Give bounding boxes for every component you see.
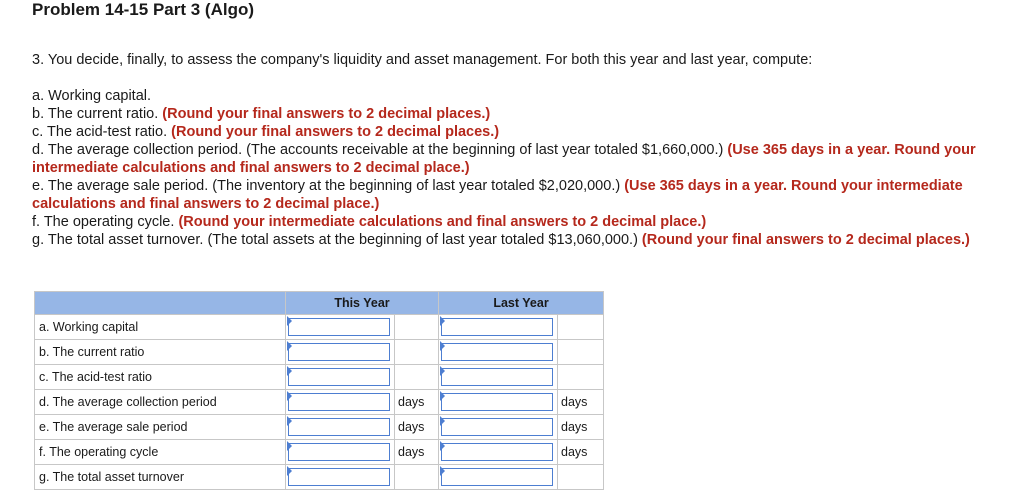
field-marker-icon — [287, 441, 292, 451]
field-marker-icon — [440, 416, 445, 426]
this-year-unit — [395, 365, 439, 390]
part-e-note: (Use 365 days in a year. Round your intermediate calculations and final answers to 2 decimal place.) — [32, 178, 963, 212]
part-d-note: (Use 365 days in a year. Round your intermediate calculations and final answers to 2 decimal place.) — [32, 142, 976, 176]
part-g — [32, 231, 992, 249]
row-label: c. The acid-test ratio — [35, 365, 286, 390]
row-label: g. The total asset turnover — [35, 465, 286, 490]
field-marker-icon — [287, 316, 292, 326]
last-year-unit: days — [558, 440, 604, 465]
last-year-input[interactable] — [441, 393, 553, 411]
part-e-text: e. The average sale period. (The inventory at the beginning of last year totaled $2,020,000.) — [32, 178, 625, 194]
this-year-unit — [395, 465, 439, 490]
last-year-cell — [439, 465, 558, 490]
table-row — [35, 440, 604, 465]
this-year-cell — [286, 315, 395, 340]
answer-table — [34, 291, 604, 490]
part-a-text: a. Working capital. — [32, 88, 152, 104]
part-c-text: c. The acid-test ratio. — [32, 124, 172, 140]
part-b-text: b. The current ratio. — [32, 106, 163, 122]
part-b — [32, 105, 992, 123]
last-year-cell — [439, 440, 558, 465]
last-year-unit — [558, 365, 604, 390]
part-f-note: (Round your intermediate calculations and final answers to 2 decimal place.) — [178, 214, 707, 230]
this-year-input[interactable] — [288, 318, 390, 336]
this-year-unit: days — [395, 415, 439, 440]
table-row — [35, 340, 604, 365]
this-year-cell — [286, 415, 395, 440]
this-year-unit: days — [395, 390, 439, 415]
this-year-input[interactable] — [288, 343, 390, 361]
field-marker-icon — [440, 366, 445, 376]
field-marker-icon — [287, 416, 292, 426]
part-b-note: (Round your final answers to 2 decimal places.) — [162, 106, 491, 122]
field-marker-icon — [440, 441, 445, 451]
field-marker-icon — [287, 341, 292, 351]
this-year-input[interactable] — [288, 443, 390, 461]
last-year-unit — [558, 465, 604, 490]
field-marker-icon — [440, 391, 445, 401]
this-year-input[interactable] — [288, 368, 390, 386]
last-year-input[interactable] — [441, 368, 553, 386]
instructions-intro: 3. You decide, finally, to assess the company's liquidity and asset management. For both this year and last year, compute: — [32, 52, 813, 68]
last-year-cell — [439, 315, 558, 340]
last-year-unit — [558, 315, 604, 340]
this-year-input[interactable] — [288, 418, 390, 436]
header-this-year: This Year — [286, 292, 439, 315]
this-year-cell — [286, 365, 395, 390]
row-label: e. The average sale period — [35, 415, 286, 440]
table-row — [35, 315, 604, 340]
row-label: b. The current ratio — [35, 340, 286, 365]
row-label: f. The operating cycle — [35, 440, 286, 465]
last-year-unit: days — [558, 390, 604, 415]
this-year-input[interactable] — [288, 468, 390, 486]
row-label: a. Working capital — [35, 315, 286, 340]
part-d-text: d. The average collection period. (The accounts receivable at the beginning of last year totaled $1,660,000.) — [32, 142, 728, 158]
last-year-unit — [558, 340, 604, 365]
field-marker-icon — [440, 341, 445, 351]
table-row — [35, 465, 604, 490]
this-year-cell — [286, 440, 395, 465]
last-year-input[interactable] — [441, 468, 553, 486]
this-year-cell — [286, 340, 395, 365]
problem-title: Problem 14-15 Part 3 (Algo) — [32, 0, 255, 19]
part-c-note: (Round your final answers to 2 decimal places.) — [171, 124, 500, 140]
table-row — [35, 415, 604, 440]
header-blank-cell — [35, 292, 286, 315]
last-year-input[interactable] — [441, 318, 553, 336]
field-marker-icon — [287, 466, 292, 476]
last-year-input[interactable] — [441, 343, 553, 361]
row-label: d. The average collection period — [35, 390, 286, 415]
header-last-year: Last Year — [439, 292, 604, 315]
last-year-input[interactable] — [441, 418, 553, 436]
last-year-cell — [439, 390, 558, 415]
table-row — [35, 390, 604, 415]
last-year-cell — [439, 415, 558, 440]
field-marker-icon — [440, 316, 445, 326]
field-marker-icon — [287, 391, 292, 401]
part-g-text: g. The total asset turnover. (The total assets at the beginning of last year totaled $13,060,000.) — [32, 232, 642, 248]
this-year-input[interactable] — [288, 393, 390, 411]
last-year-cell — [439, 365, 558, 390]
this-year-unit: days — [395, 440, 439, 465]
part-g-note: (Round your final answers to 2 decimal places.) — [641, 232, 970, 248]
table-header-row — [35, 292, 604, 315]
this-year-cell — [286, 390, 395, 415]
field-marker-icon — [287, 366, 292, 376]
part-f — [32, 213, 992, 231]
part-c — [32, 123, 992, 141]
table-row — [35, 365, 604, 390]
part-d — [32, 141, 992, 177]
part-e — [32, 177, 992, 213]
field-marker-icon — [440, 466, 445, 476]
last-year-unit: days — [558, 415, 604, 440]
instructions-list — [32, 87, 992, 249]
this-year-unit — [395, 315, 439, 340]
this-year-cell — [286, 465, 395, 490]
part-a — [32, 87, 992, 105]
this-year-unit — [395, 340, 439, 365]
last-year-cell — [439, 340, 558, 365]
last-year-input[interactable] — [441, 443, 553, 461]
part-f-text: f. The operating cycle. — [32, 214, 179, 230]
